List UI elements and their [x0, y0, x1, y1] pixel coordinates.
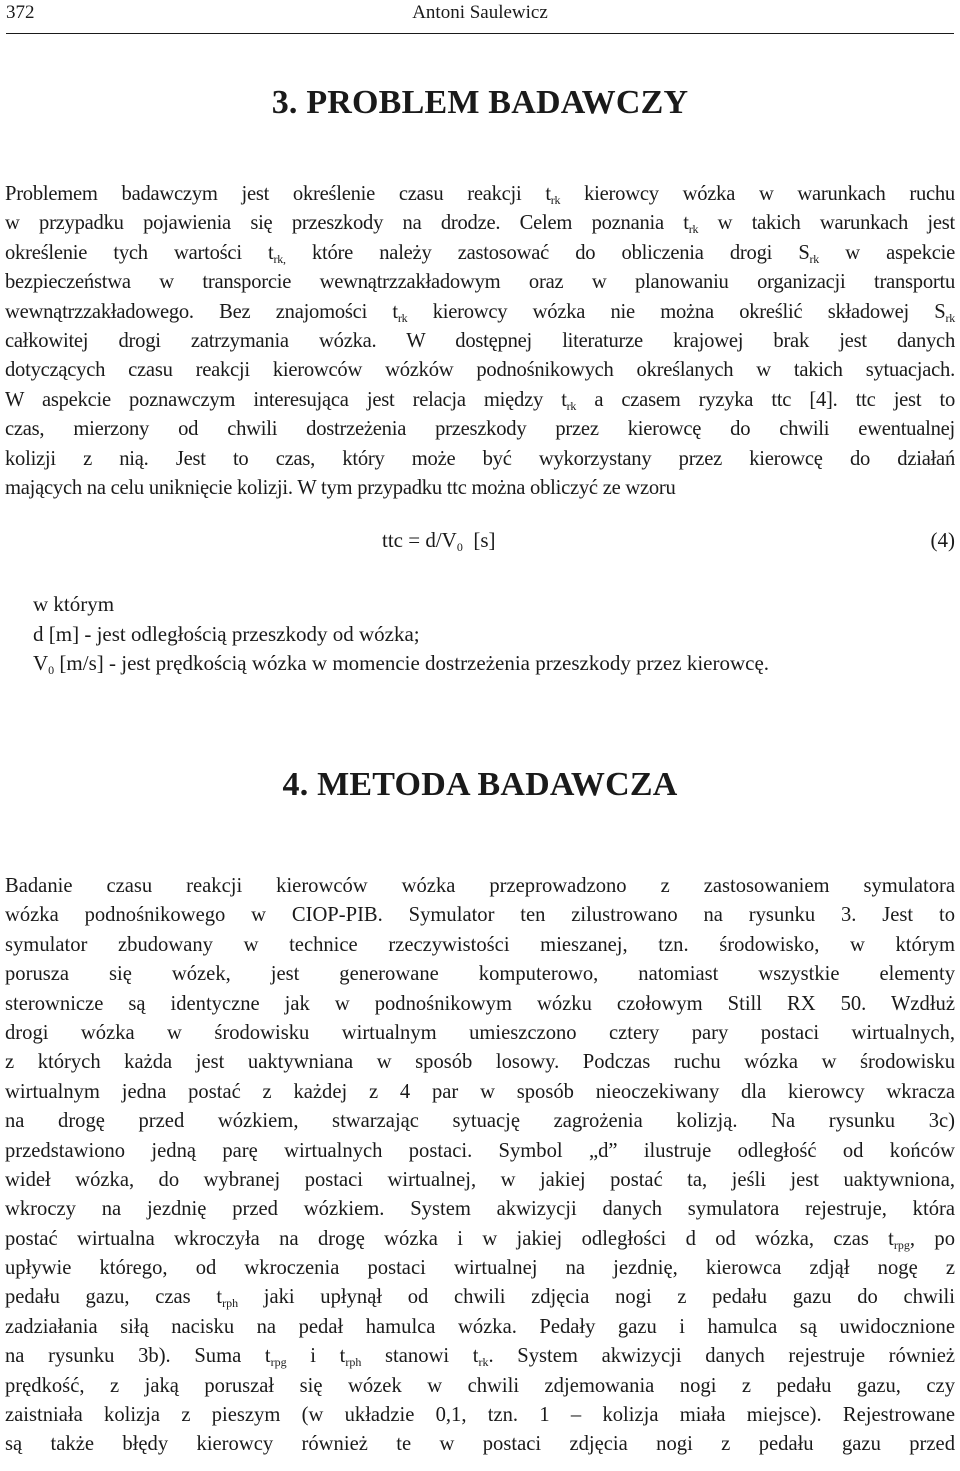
text-run: a czasem ryzyka ttc [4]. ttc jest to: [576, 388, 955, 411]
subscript: rpg: [270, 1355, 287, 1370]
running-header: [6, 2, 954, 30]
section-heading: 3. PROBLEM BADAWCZY: [271, 84, 689, 121]
text-line: [5, 901, 955, 930]
text-run: czas, mierzony od chwili dostrzeżenia przeszkody przez kierowcę do chwili ewentualnej: [5, 418, 955, 441]
text-run: stanowi t: [361, 1345, 479, 1368]
text-run: wideł wózka, do wybranej postaci wirtualnej, w jakiej postać ta, jeśli jest uaktywniona,: [5, 1168, 955, 1191]
text-run: W aspekcie poznawczym interesująca jest relacja między t: [5, 388, 567, 411]
header-rule: [6, 33, 954, 34]
subscript: rk: [945, 310, 955, 325]
text-run: jaki upłynął od chwili zdjęcia nogi z pedału gazu do chwili: [238, 1286, 955, 1309]
text-run: wkroczy na jezdnię przed wózkiem. System akwizycji danych symulatora rejestruje, która: [5, 1198, 955, 1221]
text-run: pedału gazu, czas t: [5, 1286, 223, 1309]
text-line: [5, 960, 955, 989]
equation-unit: [s]: [462, 528, 496, 552]
subscript: rk: [550, 193, 561, 207]
text-line: [5, 1019, 955, 1048]
text-line: [5, 415, 955, 444]
subscript: rk: [397, 310, 408, 325]
text-run: w takich warunkach jest: [698, 212, 955, 235]
section-4-paragraph: [5, 872, 955, 1460]
text-line: [5, 386, 955, 415]
text-run: Problemem badawczym jest określenie czasu reakcji t: [5, 183, 551, 205]
page-number: 372: [6, 2, 35, 23]
text-run: w którym: [33, 592, 115, 616]
text-run: zaistniała kolizja z pieszym (w układzie 0,1, tzn. 1 – kolizja miała miejsce). Rejestrowane: [5, 1404, 955, 1427]
text-line: [5, 990, 955, 1019]
text-run: . System akwizycji danych rejestruje również: [488, 1345, 955, 1368]
running-header-author: Antoni Saulewicz: [412, 2, 548, 23]
text-run: postać wirtualna wkroczyła na drogę wózka i w jakiej odległości d od wózka, czas t: [5, 1227, 894, 1250]
text-line: [5, 931, 955, 960]
text-line: [5, 474, 955, 503]
text-line: [5, 268, 955, 297]
text-run: wózka podnośnikowego w CIOP-PIB. Symulator ten zilustrowano na rysunku 3. Jest to: [5, 904, 955, 927]
subscript: rk: [809, 251, 820, 266]
text-line: [5, 1254, 955, 1283]
text-run: w aspekcie: [819, 241, 955, 264]
text-run: wewnątrzzakładowego. Bez znajomości t: [5, 300, 398, 323]
section-3-paragraph: [5, 180, 955, 503]
equation-lhs: ttc = d/V: [382, 528, 457, 552]
text-line: [5, 356, 955, 385]
subscript: rpg: [893, 1237, 910, 1252]
subscript: rk: [566, 398, 577, 413]
text-run: w przypadku pojawienia się przeszkody na drodze. Celem poznania t: [5, 212, 689, 235]
text-line: [5, 1342, 955, 1371]
subscript: rph: [222, 1296, 239, 1311]
subscript: rk,: [273, 251, 286, 266]
equation-body: [382, 528, 496, 553]
text-line: [5, 1283, 955, 1312]
text-run: upływie którego, od wkroczenia postaci wirtualnej na jezdnię, kierowca zdjął nogę z: [5, 1257, 955, 1280]
text-run: , po: [909, 1227, 955, 1250]
text-run: kierowcy wózka w warunkach ruchu: [560, 183, 955, 205]
text-line: [5, 1107, 955, 1136]
text-run: porusza się wózek, jest generowane komputerowo, natomiast wszystkie elementy: [5, 963, 955, 986]
text-run: na drogę przed wózkiem, stwarzając sytuację zagrożenia kolizją. Na rysunku 3c): [5, 1110, 955, 1133]
text-line: [5, 1313, 955, 1342]
text-line: [5, 298, 955, 327]
text-run: kolizji z nią. Jest to czas, który może być wykorzystany przez kierowcę do działań: [5, 447, 955, 470]
text-run: określenie tych wartości t: [5, 241, 274, 264]
subscript: rph: [345, 1355, 362, 1370]
equation-subscript: 0: [456, 540, 463, 554]
text-line: [5, 1225, 955, 1254]
text-run: i t: [286, 1345, 346, 1368]
text-line: [5, 239, 955, 268]
text-line: [5, 1401, 955, 1430]
text-line: [5, 1166, 955, 1195]
text-run: prędkość, z jaką poruszał się wózek w chwili zdjemowania nogi z pedału gazu, czy: [5, 1374, 955, 1397]
text-run: zadziałania siłą nacisku na pedał hamulca wózka. Pedały gazu i hamulca są uwidocznione: [5, 1315, 955, 1338]
text-run: są także błędy kierowcy również te w postaci zdjęcia nogi z pedału gazu przed: [5, 1433, 955, 1456]
text-run: symulator zbudowany w technice rzeczywistości mieszanej, tzn. środowisko, w którym: [5, 933, 955, 956]
text-run: na rysunku 3b). Suma t: [5, 1345, 271, 1368]
text-run: kierowcy wózka nie można określić składowej S: [407, 300, 946, 323]
text-run: wirtualnym jedna postać z każdej z 4 par w sposób nieoczekiwany dla kierowcy wkracza: [5, 1080, 955, 1103]
subscript: 0: [48, 663, 55, 677]
text-line: [5, 1137, 955, 1166]
text-line: [5, 445, 955, 474]
text-run: Badanie czasu reakcji kierowców wózka przeprowadzono z zastosowaniem symulatora: [5, 875, 955, 897]
text-run: sterownicze są identyczne jak w podnośnikowym wózku czołowym Still RX 50. Wzdłuż: [5, 992, 955, 1015]
text-line: [5, 1195, 955, 1224]
variable-definitions: [33, 590, 955, 679]
subscript: rk: [478, 1355, 489, 1370]
text-run: drogi wózka w środowisku wirtualnym umieszczono cztery pary postaci wirtualnych,: [5, 1021, 955, 1044]
text-line: [33, 620, 955, 650]
section-heading: 4. METODA BADAWCZA: [282, 766, 678, 803]
equation-number: (4): [930, 528, 955, 552]
text-line: [5, 1078, 955, 1107]
text-line: [5, 327, 955, 356]
text-line: [5, 1430, 955, 1459]
text-run: przedstawiono jedną parę wirtualnych postaci. Symbol „d” ilustruje odległość od końców: [5, 1139, 955, 1162]
text-run: z których każda jest uaktywniana w sposób losowy. Podczas ruchu wózka w środowisku: [5, 1051, 955, 1074]
text-line: [5, 180, 955, 209]
text-line: [5, 1048, 955, 1077]
text-line: [5, 1372, 955, 1401]
text-line: [33, 590, 955, 620]
text-run: V: [33, 651, 49, 675]
text-run: dotyczących czasu reakcji kierowców wózków podnośnikowych określanych w takich sytuacjach.: [5, 359, 955, 382]
equation: [5, 528, 955, 560]
text-run: d [m] - jest odległością przeszkody od wózka;: [33, 621, 420, 646]
text-run: które należy zastosować do obliczenia drogi S: [285, 241, 810, 264]
text-line: [5, 209, 955, 238]
text-line: [33, 649, 955, 679]
text-run: [m/s] - jest prędkością wózka w momencie dostrzeżenia przeszkody przez kierowcę.: [54, 651, 770, 675]
text-run: bezpieczeństwa w transporcie wewnątrzzakładowym oraz w planowaniu organizacji transportu: [5, 271, 955, 294]
text-run: mających na celu uniknięcie kolizji. W tym przypadku ttc można obliczyć ze wzoru: [5, 476, 676, 499]
subscript: rk: [688, 222, 699, 237]
text-line: [5, 872, 955, 901]
text-run: całkowitej drogi zatrzymania wózka. W dostępnej literaturze krajowej brak jest danych: [5, 329, 955, 352]
